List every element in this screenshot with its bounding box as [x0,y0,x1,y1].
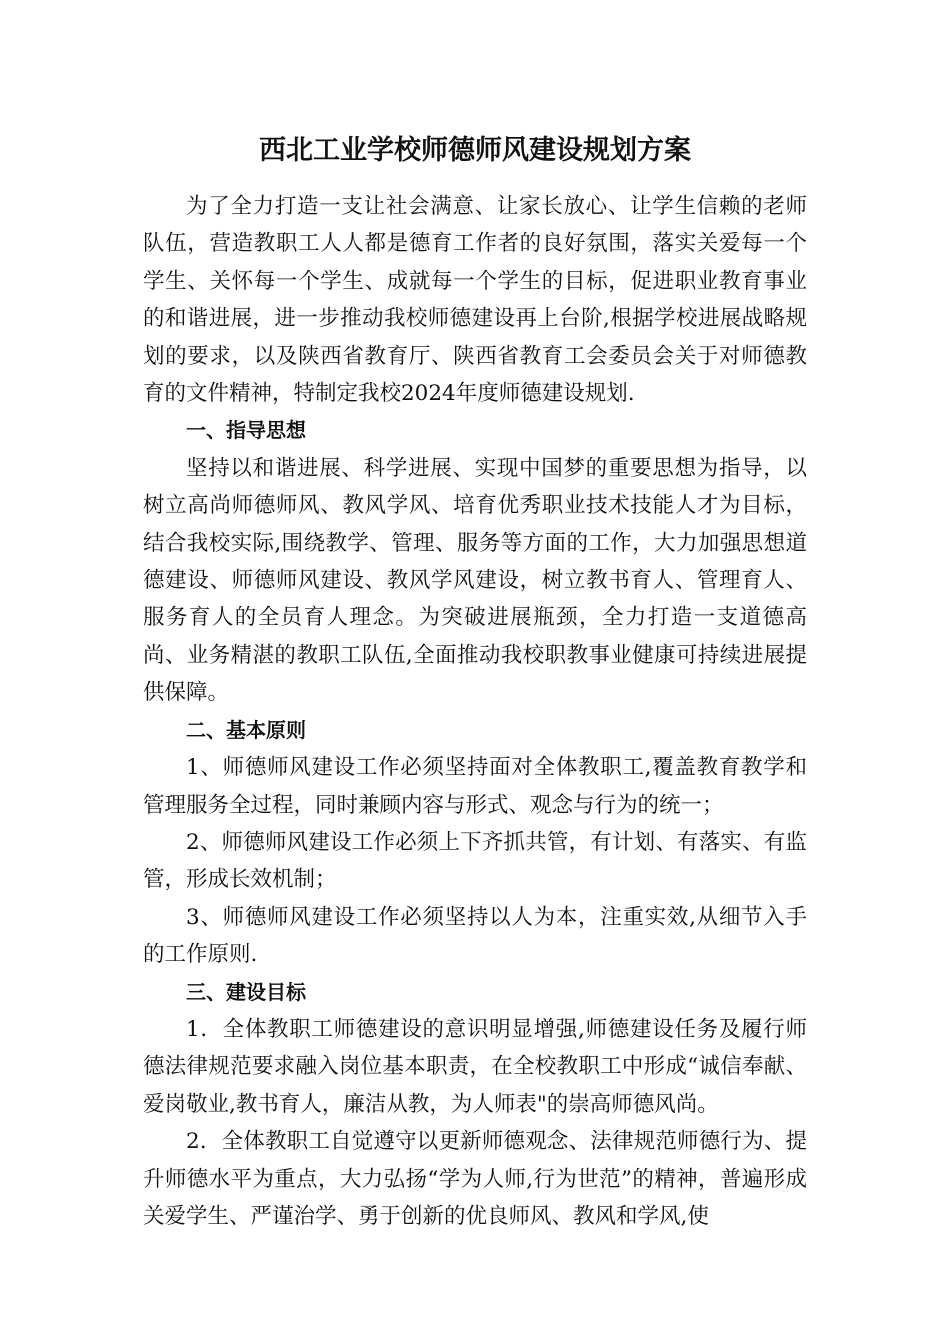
goal-item-1: 1．全体教职工师德建设的意识明显增强,师德建设任务及履行师德法律规范要求融入岗位基本职责，在全校教职工中形成“诚信奉献、爱岗敬业,教书育人，廉洁从教，为人师表"的崇高师德风尚。 [143,1016,807,1117]
section-heading-guiding-ideology: 一、指导思想 [186,418,306,443]
section-heading-basic-principles: 二、基本原则 [186,717,306,742]
principle-item-1: 1、师德师风建设工作必须坚持面对全体教职工,覆盖教育教学和管理服务全过程，同时兼顾内容与形式、观念与行为的统一； [143,755,807,818]
goal-item-2: 2．全体教职工自觉遵守以更新师德观念、法律规范师德行为、提升师德水平为重点，大力弘扬“学为人师,行为世范”的精神，普遍形成关爱学生、严谨治学、勇于创新的优良师风、教风和学风,使 [143,1129,807,1229]
principle-item-3: 3、师德师风建设工作必须坚持以人为本，注重实效,从细节入手的工作原则. [143,904,807,968]
document-page [143,128,807,1235]
guiding-ideology-paragraph: 坚持以和谐进展、科学进展、实现中国梦的重要思想为指导，以树立高尚师德师风、教风学风、培育优秀职业技术技能人才为目标，结合我校实际,围绕教学、管理、服务等方面的工作，大力加强思想道德建设、师德师风建设、教风学风建设，树立教书育人、管理育人、服务育人的全员育人理念。为突破进展瓶颈，全力打造一支道德高尚、业务精湛的教职工队伍,全面推动我校职教事业健康可持续进展提供保障。 [143,455,807,706]
intro-paragraph: 为了全力打造一支让社会满意、让家长放心、让学生信赖的老师队伍，营造教职工人人都是德育工作者的良好氛围，落实关爱每一个学生、关怀每一个学生、成就每一个学生的目标，促进职业教育事业的和谐进展，进一步推动我校师德建设再上台阶,根据学校进展战略规划的要求，以及陕西省教育厅、陕西省教育工会委员会关于对师德教育的文件精神，特制定我校2024年度师德建设规划. [143,194,807,407]
principle-item-2: 2、师德师风建设工作必须上下齐抓共管，有计划、有落实、有监管，形成长效机制； [143,829,807,893]
section-heading-construction-goals: 三、建设目标 [186,979,306,1004]
document-title: 西北工业学校师德师风建设规划方案 [259,135,691,166]
